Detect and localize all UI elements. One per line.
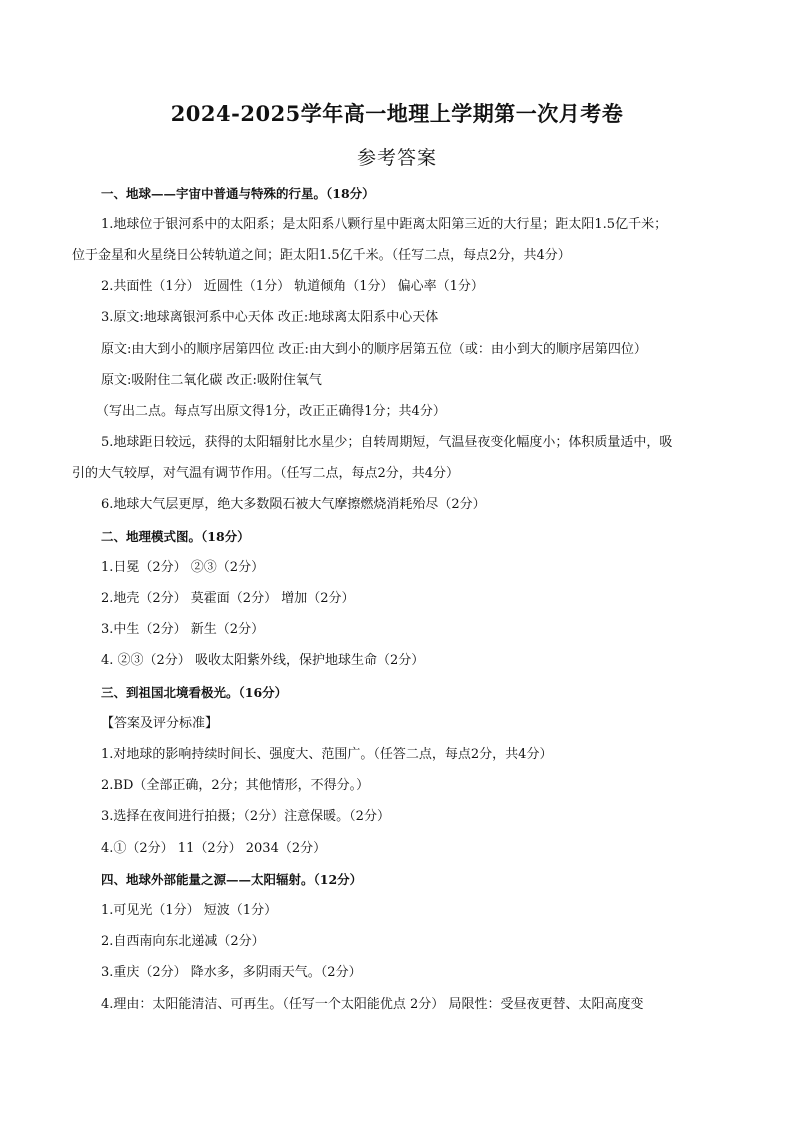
section-1-line-5: 原文:由大到小的顺序居第四位 改正:由大到小的顺序居第五位（或：由小到大的顺序居第四位） [101,342,647,357]
section-4-line-4: 4.理由：太阳能清洁、可再生。（任写一个太阳能优点 2分） 局限性：受昼夜更替、太阳高度变 [101,997,644,1012]
section-4-line-1: 1.可见光（1分） 短波（1分） [101,903,278,918]
section-1-heading: 一、地球——宇宙中普通与特殊的行星。（18分） [101,186,375,201]
section-2-line-4: 4. ②③（2分） 吸收太阳紫外线，保护地球生命（2分） [101,653,425,668]
section-2-heading: 二、地理模式图。（18分） [101,529,250,544]
section-2-line-3: 3.中生（2分） 新生（2分） [101,622,265,637]
section-4-line-2: 2.自西南向东北递减（2分） [101,934,265,949]
section-2-line-2: 2.地壳（2分） 莫霍面（2分） 增加（2分） [101,591,355,606]
page-title: 2024-2025学年高一地理上学期第一次月考卷 [170,101,624,126]
section-3-line-3: 2.BD（全部正确，2分；其他情形，不得分。） [101,778,370,793]
section-3-heading: 三、到祖国北境看极光。（16分） [101,685,288,700]
section-3-line-1: 【答案及评分标准】 [101,716,219,731]
section-1-line-9: 引的大气较厚，对气温有调节作用。（任写二点，每点2分，共4分） [72,466,460,481]
section-4-heading: 四、地球外部能量之源——太阳辐射。（12分） [101,872,363,887]
section-1-line-7: （写出二点。每点写出原文得1分，改正正确得1分；共4分） [96,404,446,419]
section-3-line-5: 4.①（2分） 11（2分） 2034（2分） [101,841,327,856]
section-1-line-6: 原文:吸附住二氧化碳 改正:吸附住氧气 [101,373,322,388]
section-3-line-2: 1.对地球的影响持续时间长、强度大、范围广。（任答二点，每点2分，共4分） [101,747,553,762]
section-2-line-1: 1.日冕（2分） ②③（2分） [101,560,265,575]
section-3-line-4: 3.选择在夜间进行拍摄；（2分）注意保暖。（2分） [101,809,390,824]
section-1-line-4: 3.原文:地球离银河系中心天体 改正:地球离太阳系中心天体 [101,310,439,325]
section-1-line-2: 位于金星和火星绕日公转轨道之间；距太阳1.5亿千米。（任写二点，每点2分，共4分） [72,248,571,263]
page-subtitle: 参考答案 [356,147,437,169]
section-1-line-10: 6.地球大气层更厚，绝大多数陨石被大气摩擦燃烧消耗殆尽（2分） [101,497,486,512]
section-4-line-3: 3.重庆（2分） 降水多，多阴雨天气。（2分） [101,965,362,980]
section-1-line-3: 2.共面性（1分） 近圆性（1分） 轨道倾角（1分） 偏心率（1分） [101,279,484,294]
section-1-line-1: 1.地球位于银河系中的太阳系；是太阳系八颗行星中距离太阳第三近的大行星；距太阳1.5亿千米； [101,217,668,232]
section-1-line-8: 5.地球距日较远，获得的太阳辐射比水星少；自转周期短，气温昼夜变化幅度小；体积质量适中，吸 [101,435,673,450]
